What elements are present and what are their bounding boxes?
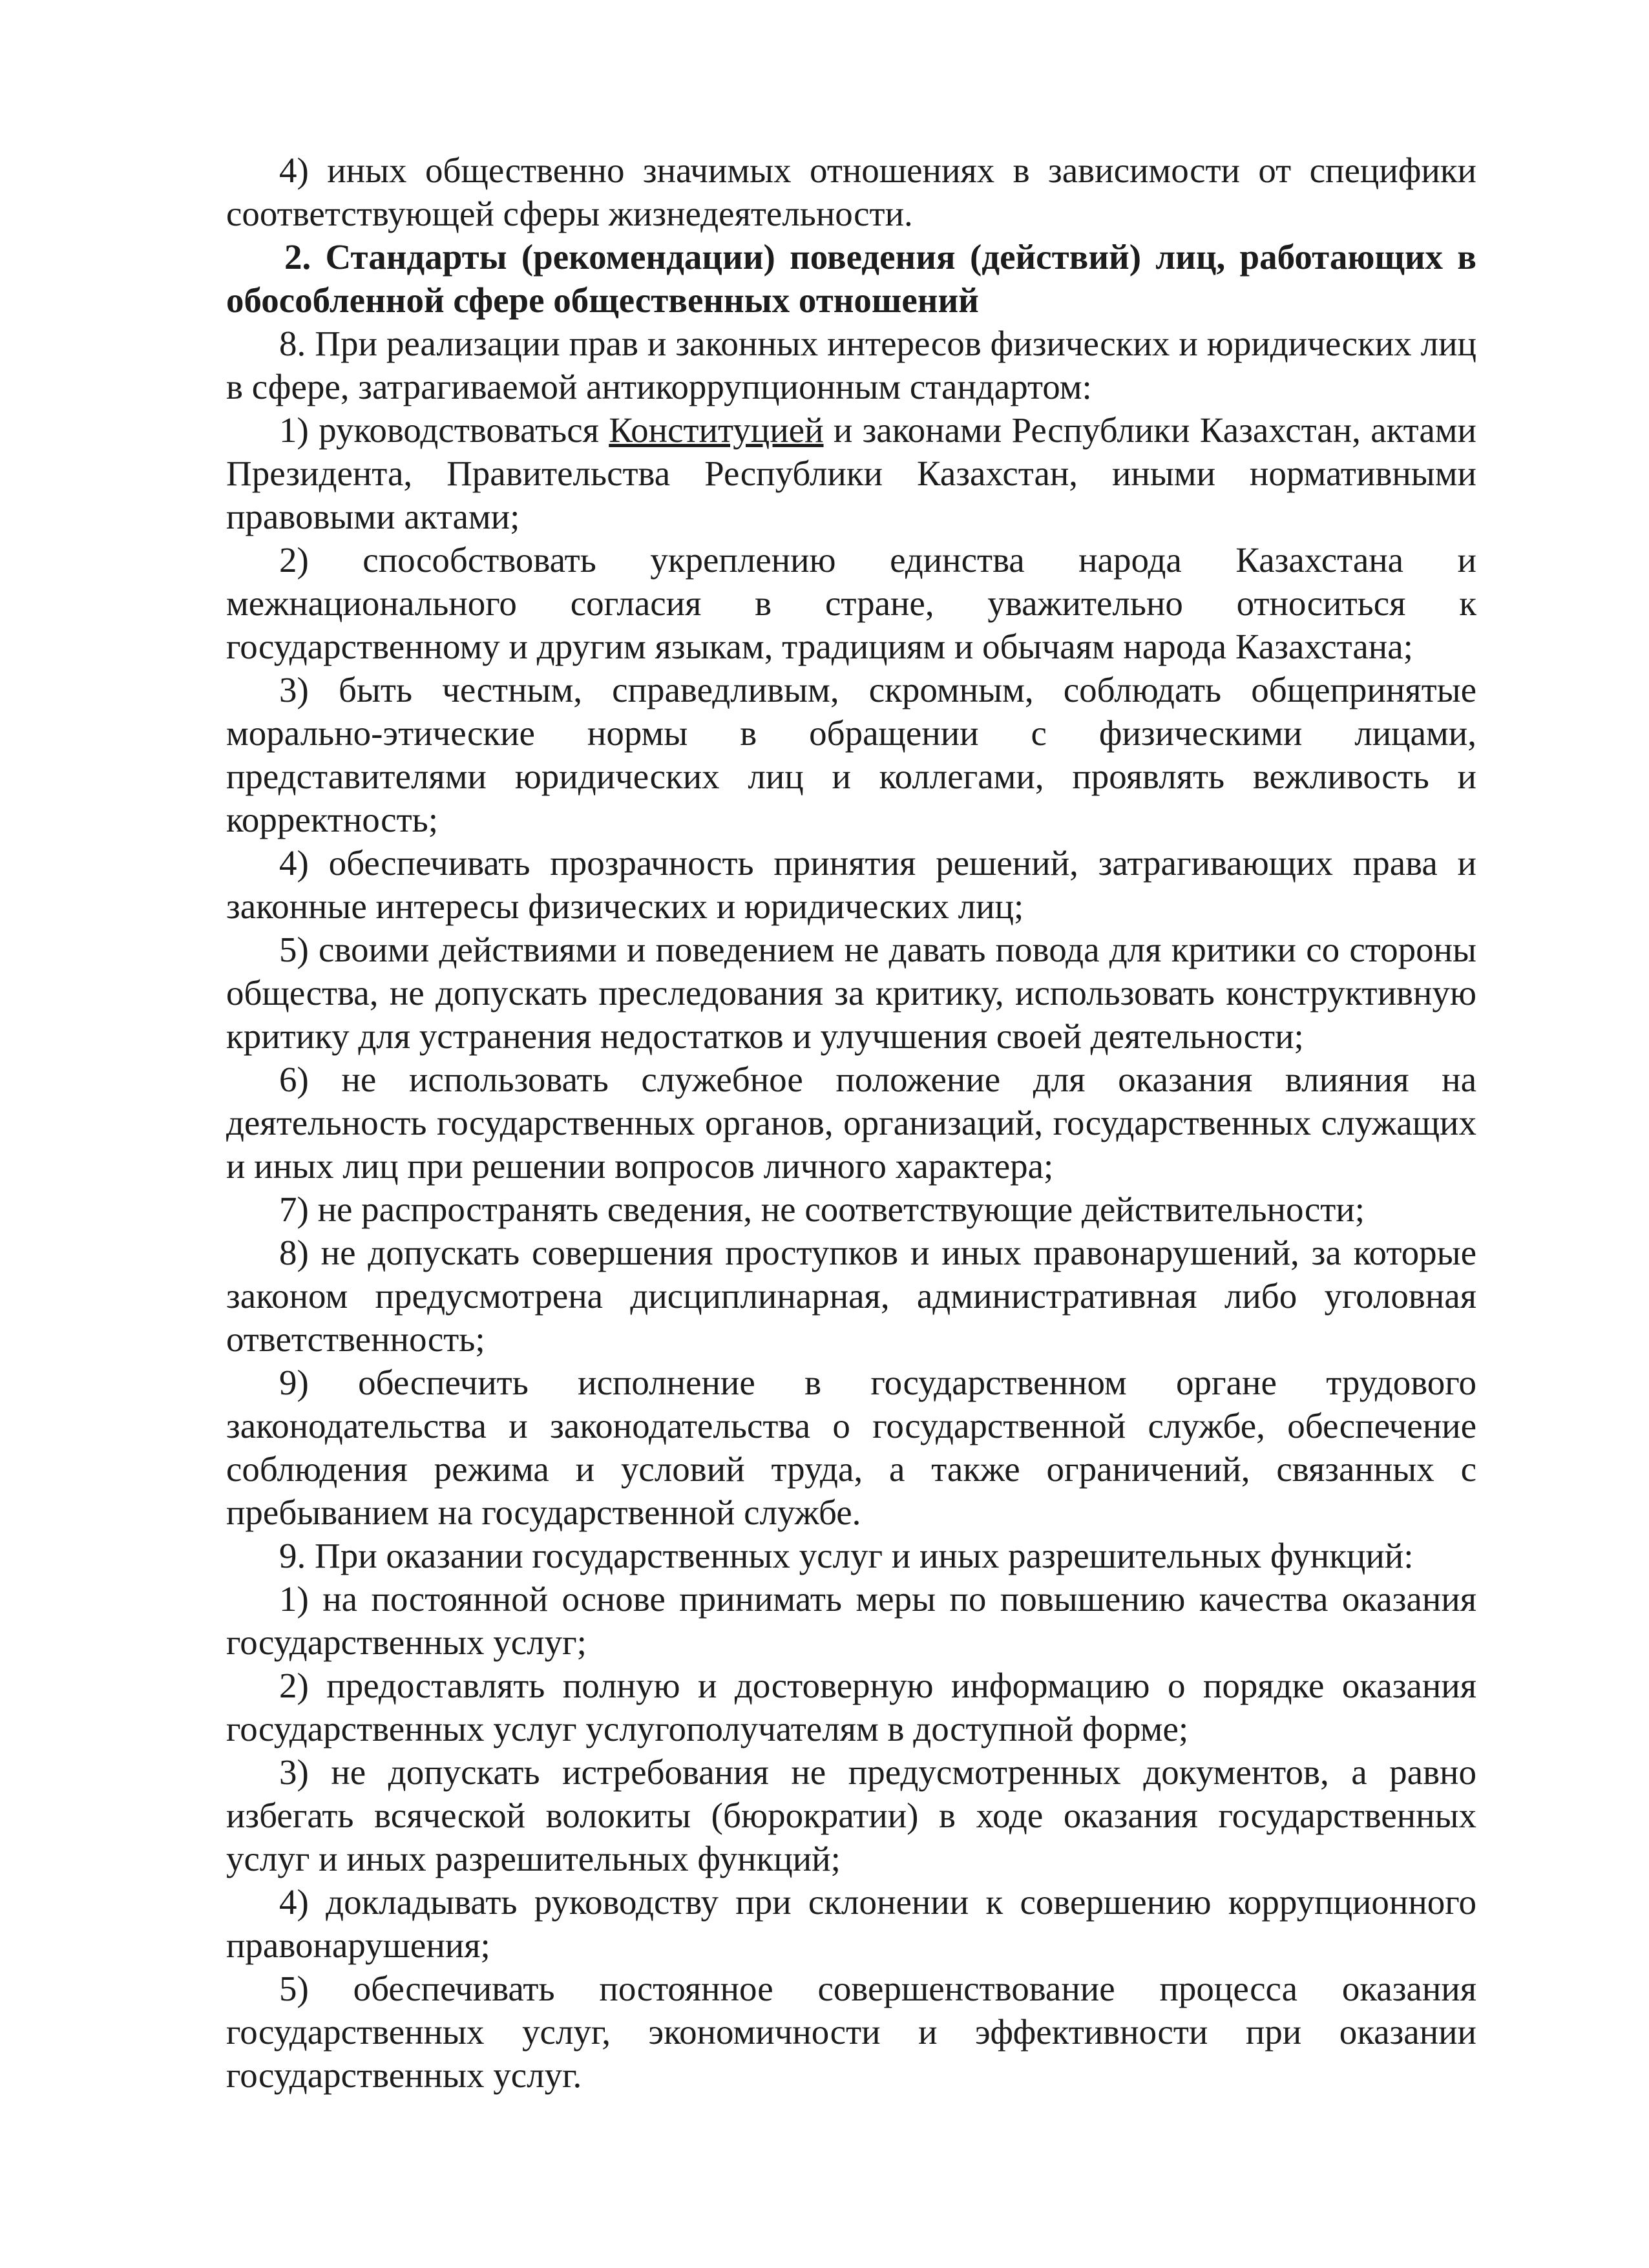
paragraph-8-8: 8) не допускать совершения проступков и иных правонарушений, за которые законом предусмотрена дисциплинарная, административная либо уголовная ответственность;	[226, 1233, 1476, 1359]
paragraph-8-5: 5) своими действиями и поведением не давать повода для критики со стороны общества, не допускать преследования за критику, использовать конструктивную критику для устранения недостатков и улучшения своей деятельности;	[226, 930, 1476, 1056]
paragraph-8-7: 7) не распространять сведения, не соответствующие действительности;	[279, 1190, 1365, 1229]
paragraph-8-3: 3) быть честным, справедливым, скромным, соблюдать общепринятые морально-этические нормы в обращении с физическими лицами, представителями юридических лиц и коллегами, проявлять вежливость и корректность;	[226, 670, 1476, 839]
paragraph-8-1	[226, 408, 1476, 538]
paragraph-item-4-intro: 4) иных общественно значимых отношениях в зависимости от специфики соответствующей сферы жизнедеятельности.	[226, 151, 1476, 233]
document-page	[226, 149, 1476, 2097]
paragraph-8-6: 6) не использовать служебное положение для оказания влияния на деятельность государственных органов, организаций, государственных служащих и иных лиц при решении вопросов личного характера;	[226, 1060, 1476, 1186]
paragraph-9-2: 2) предоставлять полную и достоверную информацию о порядке оказания государственных услуг услугополучателям в доступной форме;	[226, 1666, 1476, 1748]
paragraph-9-1: 1) на постоянной основе принимать меры по повышению качества оказания государственных услуг;	[226, 1579, 1476, 1662]
paragraph-8-intro: 8. При реализации прав и законных интересов физических и юридических лиц в сфере, затрагиваемой антикоррупционным стандартом:	[226, 324, 1476, 406]
paragraph-8-2: 2) способствовать укреплению единства народа Казахстана и межнационального согласия в стране, уважительно относиться к государственному и другим языкам, традициям и обычаям народа Казахстана;	[226, 540, 1476, 666]
paragraph-9-5: 5) обеспечивать постоянное совершенствование процесса оказания государственных услуг, экономичности и эффективности при оказании государственных услуг.	[226, 1969, 1476, 2095]
paragraph-9-4: 4) докладывать руководству при склонении к совершению коррупционного правонарушения;	[226, 1882, 1476, 1965]
paragraph-9-3: 3) не допускать истребования не предусмотренных документов, а равно избегать всяческой волокиты (бюрократии) в ходе оказания государственных услуг и иных разрешительных функций;	[226, 1752, 1476, 1878]
constitution-link[interactable]: Конституцией	[609, 410, 824, 450]
paragraph-8-9: 9) обеспечить исполнение в государственном органе трудового законодательства и законодательства о государственной службе, обеспечение соблюдения режима и условий труда, а также ограничений, связанных с пребыванием на государственной службе.	[226, 1363, 1476, 1532]
paragraph-8-1-suffix: и законами Республики Казахстан, актами Президента, Правительства Республики Казахстан, иными нормативными правовыми актами;	[226, 410, 1476, 536]
section-2-heading: 2. Стандарты (рекомендации) поведения (действий) лиц, работающих в обособленной сфере общественных отношений	[226, 237, 1476, 320]
paragraph-8-4: 4) обеспечивать прозрачность принятия решений, затрагивающих права и законные интересы физических и юридических лиц;	[226, 843, 1476, 926]
paragraph-9-intro: 9. При оказании государственных услуг и иных разрешительных функций:	[279, 1536, 1414, 1575]
paragraph-8-1-prefix: 1) руководствоваться	[279, 410, 609, 450]
